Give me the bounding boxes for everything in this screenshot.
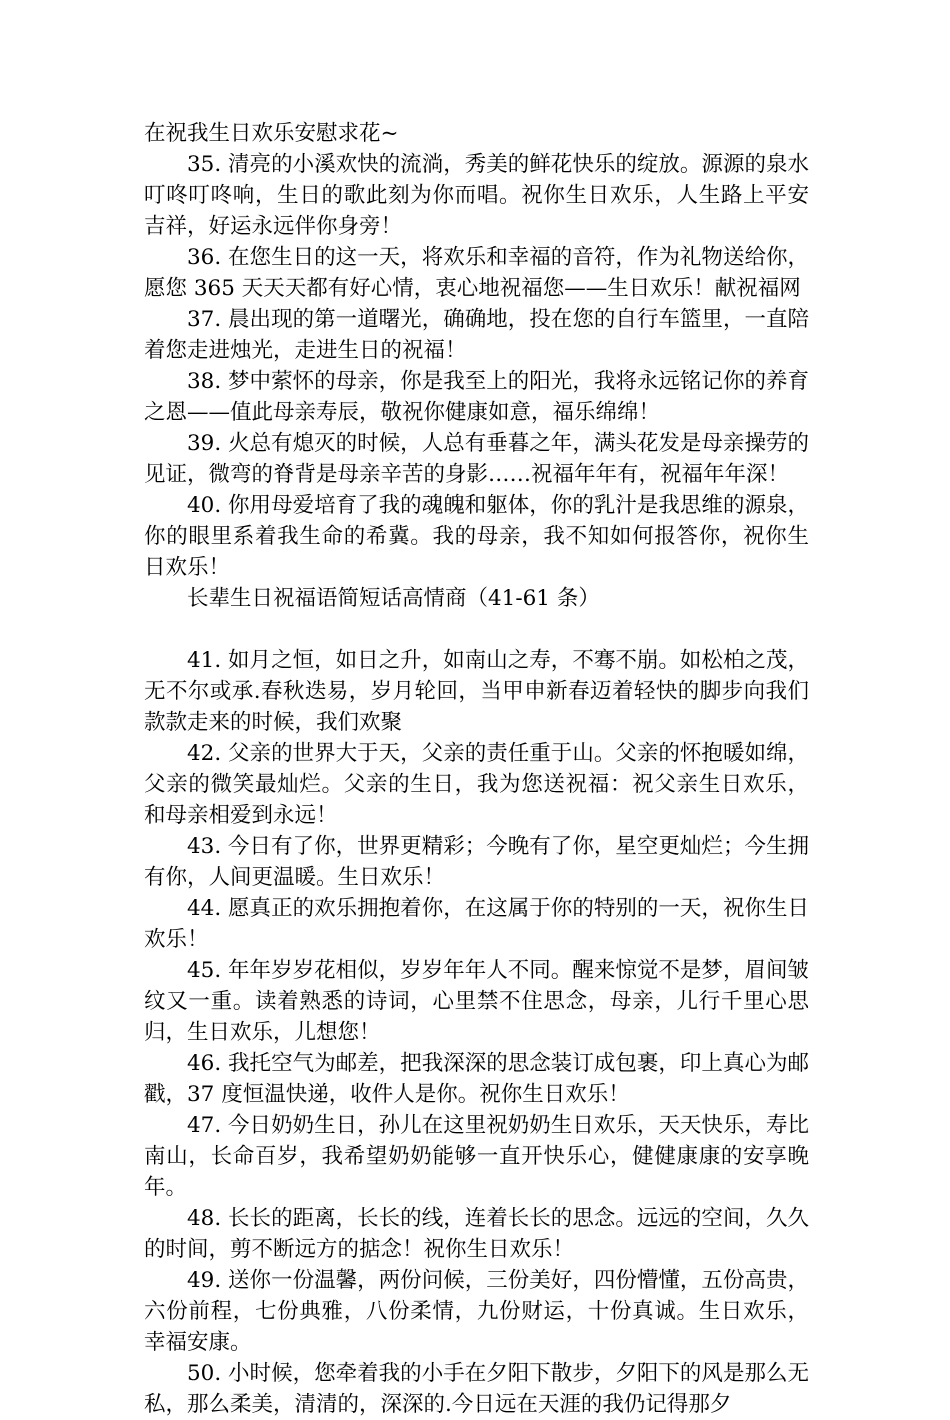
paragraph-46: 46. 我托空气为邮差，把我深深的思念装订成包裹，印上真心为邮戳，37 度恒温快递，收件人是你。祝你生日欢乐！ bbox=[144, 1051, 809, 1107]
document-body bbox=[144, 118, 809, 1420]
paragraph-40: 40. 你用母爱培育了我的魂魄和躯体，你的乳汁是我思维的源泉，你的眼里系着我生命的希冀。我的母亲，我不知如何报答你，祝你生日欢乐！ bbox=[144, 493, 809, 580]
blank-line bbox=[144, 614, 809, 645]
paragraph-38: 38. 梦中萦怀的母亲，你是我至上的阳光，我将永远铭记你的养育之恩——值此母亲寿辰，敬祝你健康如意，福乐绵绵！ bbox=[144, 369, 809, 425]
paragraph-37: 37. 晨出现的第一道曙光，确确地，投在您的自行车篮里，一直陪着您走进烛光，走进生日的祝福！ bbox=[144, 307, 809, 363]
paragraph-39: 39. 火总有熄灭的时候，人总有垂暮之年，满头花发是母亲操劳的见证，微弯的脊背是母亲辛苦的身影……祝福年年有，祝福年年深！ bbox=[144, 431, 809, 487]
paragraph-49: 49. 送你一份温馨，两份问候，三份美好，四份懵懂，五份高贵，六份前程，七份典雅，八份柔情，九份财运，十份真诚。生日欢乐，幸福安康。 bbox=[144, 1268, 809, 1355]
paragraph-48: 48. 长长的距离，长长的线，连着长长的思念。远远的空间，久久的时间，剪不断远方的掂念！祝你生日欢乐！ bbox=[144, 1206, 809, 1262]
paragraph-36: 36. 在您生日的这一天，将欢乐和幸福的音符，作为礼物送给你，愿您 365 天天天都有好心情，衷心地祝福您——生日欢乐！献祝福网 bbox=[144, 245, 809, 301]
continuation-paragraph: 在祝我生日欢乐安慰求花~ bbox=[144, 121, 399, 146]
paragraph-47: 47. 今日奶奶生日，孙儿在这里祝奶奶生日欢乐，天天快乐，寿比南山，长命百岁，我希望奶奶能够一直开快乐心，健健康康的安享晚年。 bbox=[144, 1113, 809, 1200]
paragraph-41: 41. 如月之恒，如日之升，如南山之寿，不骞不崩。如松柏之茂，无不尔或承.春秋迭易，岁月轮回，当甲申新春迈着轻快的脚步向我们款款走来的时候，我们欢聚 bbox=[144, 648, 809, 735]
paragraph-50: 50. 小时候，您牵着我的小手在夕阳下散步，夕阳下的风是那么无私，那么柔美，清清的，深深的.今日远在天涯的我仍记得那夕 bbox=[144, 1361, 809, 1417]
paragraph-44: 44. 愿真正的欢乐拥抱着你，在这属于你的特别的一天，祝你生日欢乐！ bbox=[144, 896, 809, 952]
paragraph-35: 35. 清亮的小溪欢快的流淌，秀美的鲜花快乐的绽放。源源的泉水叮咚叮咚响，生日的歌此刻为你而唱。祝你生日欢乐，人生路上平安吉祥，好运永远伴你身旁！ bbox=[144, 152, 809, 239]
paragraph-45: 45. 年年岁岁花相似，岁岁年年人不同。醒来惊觉不是梦，眉间皱纹又一重。读着熟悉的诗词，心里禁不住思念，母亲，儿行千里心思归，生日欢乐，儿想您！ bbox=[144, 958, 809, 1045]
paragraph-43: 43. 今日有了你，世界更精彩；今晚有了你，星空更灿烂；今生拥有你，人间更温暖。生日欢乐！ bbox=[144, 834, 809, 890]
paragraph-42: 42. 父亲的世界大于天，父亲的责任重于山。父亲的怀抱暖如绵，父亲的微笑最灿烂。父亲的生日，我为您送祝福：祝父亲生日欢乐，和母亲相爱到永远！ bbox=[144, 741, 809, 828]
section-heading: 长辈生日祝福语简短话高情商（41-61 条） bbox=[187, 586, 600, 611]
